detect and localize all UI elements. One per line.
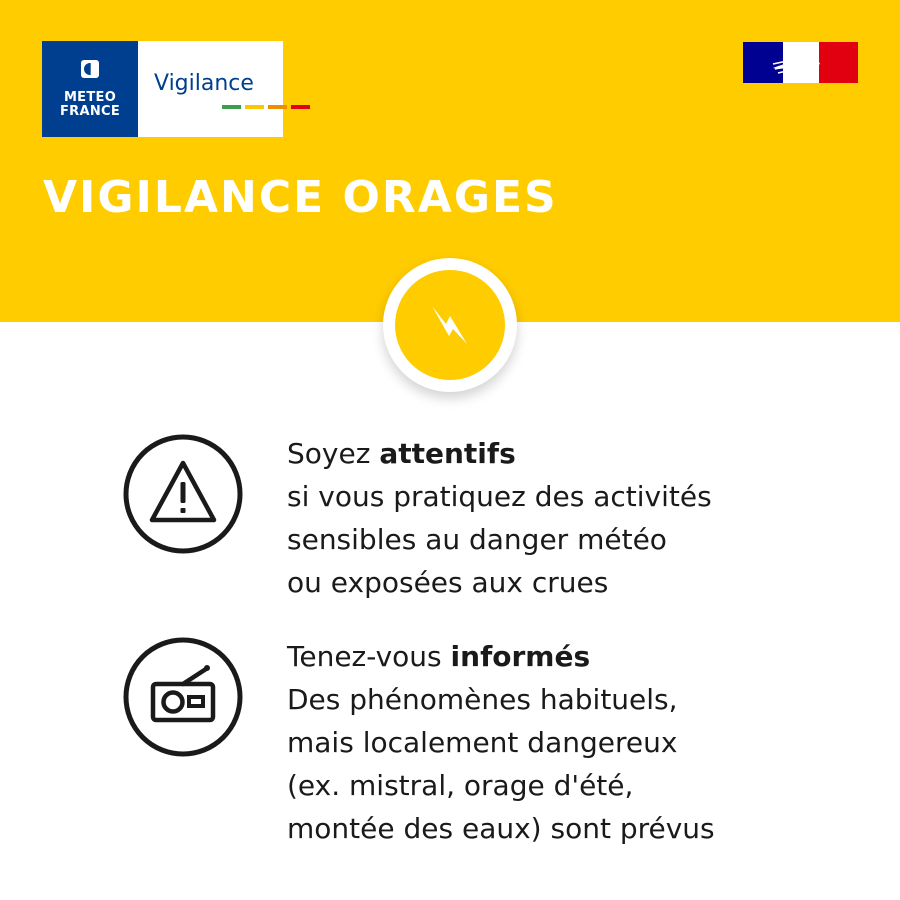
- meteo-france-logo: [42, 41, 138, 137]
- radio-icon: [123, 637, 243, 757]
- meteo-france-vigilance-logo: [42, 41, 283, 137]
- warning-triangle-icon: [123, 434, 243, 554]
- advice-line: mais localement dangereux: [287, 726, 678, 759]
- advice-vigilant: [287, 432, 712, 604]
- storm-badge: [383, 258, 517, 392]
- vigilance-wordmark: Vigilance: [154, 71, 254, 96]
- advice-emphasis: attentifs: [379, 437, 516, 470]
- advice-line: si vous pratiquez des activités: [287, 480, 712, 513]
- advice-line: ou exposées aux crues: [287, 566, 609, 599]
- advice-lead: Tenez-vous: [287, 640, 451, 673]
- republique-francaise-flag-icon: [743, 42, 858, 83]
- vigilance-level-bars: [222, 105, 312, 109]
- advice-informed: [287, 635, 715, 850]
- advice-line: Des phénomènes habituels,: [287, 683, 678, 716]
- advice-line: (ex. mistral, orage d'été,: [287, 769, 634, 802]
- advice-lead: Soyez: [287, 437, 380, 470]
- advice-line: sensibles au danger météo: [287, 523, 667, 556]
- advice-emphasis: informés: [450, 640, 591, 673]
- agency-name-line1: METEO: [63, 90, 117, 105]
- meteo-france-emblem-icon: [80, 59, 100, 79]
- lightning-bolt-icon: [383, 258, 517, 392]
- page-title: VIGILANCE ORAGES: [43, 172, 558, 223]
- agency-name-line2: FRANCE: [59, 104, 121, 119]
- advice-line: montée des eaux) sont prévus: [287, 812, 715, 845]
